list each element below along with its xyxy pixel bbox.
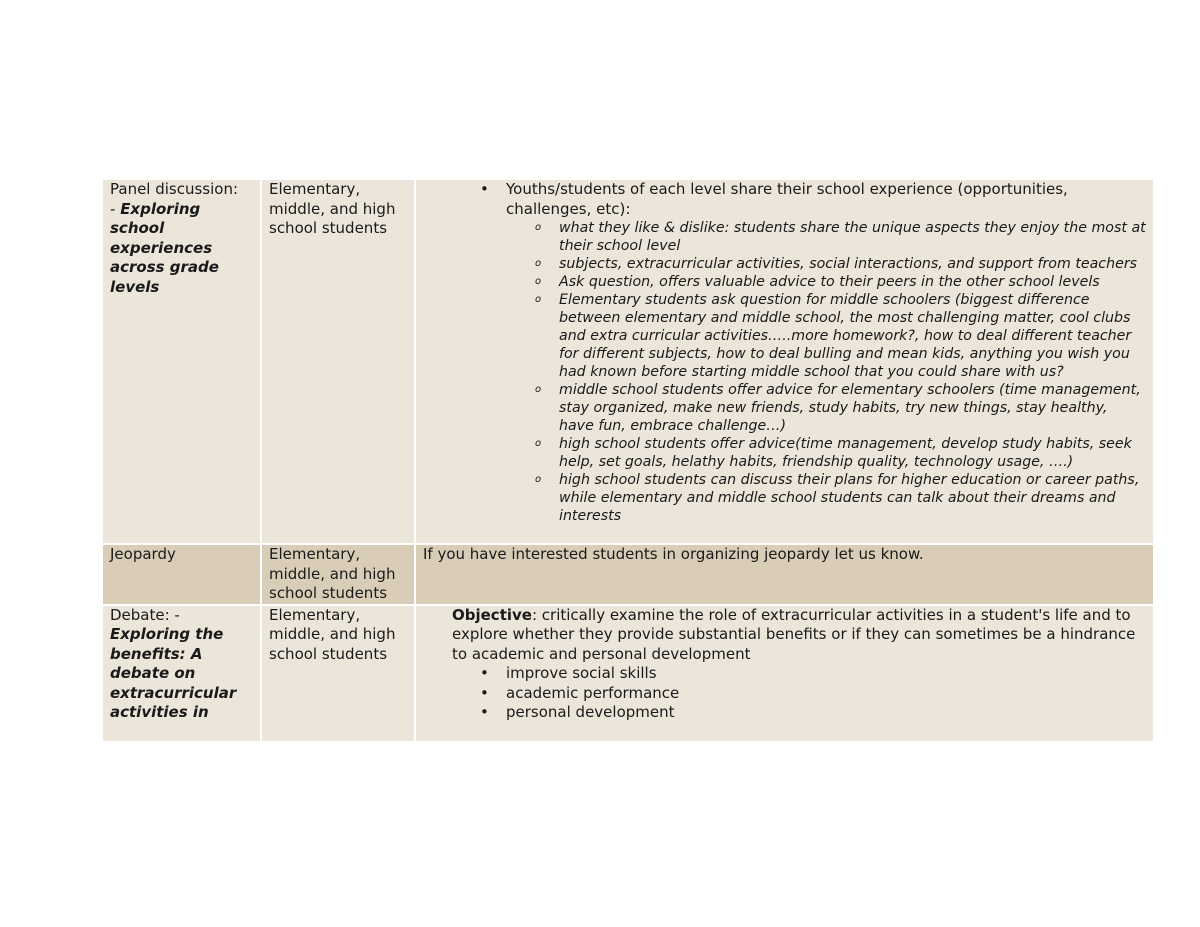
activity-title: Jeopardy [110, 545, 176, 563]
audience-text: Elementary, middle, and high school students [269, 545, 396, 602]
audience-cell [261, 605, 415, 742]
activity-prefix: Debate: - [110, 605, 180, 624]
objective-text: : critically examine the role of extracurricular activities in a student's life and to explore whether they provide substantial benefits or if they can sometimes be a hindrance to academic and personal development [452, 605, 1136, 663]
sub-list-item: o Ask question, offers valuable advice to their peers in the other school levels [559, 273, 1146, 291]
table-row-debate [102, 605, 1154, 742]
list-item: • improve social skills [506, 664, 1146, 684]
list-item: • personal development [506, 703, 1146, 723]
activity-cell [102, 179, 261, 544]
sub-list-item: o Elementary students ask question for middle schoolers (biggest difference between elementary and middle school, the most challenging matter, cool clubs and extra curricular activities…..more homework?, how to deal different teacher for different subjects, how to deal bulling and mean kids, anything you wish you had known before starting middle school that you could share with us? [559, 291, 1146, 381]
activities-table [101, 178, 1155, 743]
description-cell [415, 179, 1154, 544]
table-row-panel-discussion [102, 179, 1154, 544]
audience-text: Elementary, middle, and high school students [269, 605, 396, 663]
debate-bullet-list [423, 664, 1146, 723]
description-cell [415, 605, 1154, 742]
description-cell [415, 544, 1154, 605]
sub-list-item: o what they like & dislike: students share the unique aspects they enjoy the most at their school level [559, 219, 1146, 255]
audience-cell [261, 179, 415, 544]
objective-paragraph [423, 606, 1146, 665]
sub-list-item: o high school students can discuss their plans for higher education or career paths, while elementary and middle school students can talk about their dreams and interests [559, 471, 1146, 525]
panel-bullet-list [423, 180, 1146, 525]
activity-cell [102, 605, 261, 742]
audience-cell [261, 544, 415, 605]
jeopardy-description: If you have interested students in organizing jeopardy let us know. [423, 545, 924, 563]
activity-title: Exploring the benefits: A debate on extracurricular activities in [110, 625, 237, 721]
panel-bullet-text: Youths/students of each level share their school experience (opportunities, challenges, etc): [506, 180, 1068, 218]
list-item [506, 180, 1146, 525]
activity-cell [102, 544, 261, 605]
activity-dash: - [110, 199, 121, 218]
objective-label: Objective [452, 605, 532, 624]
sub-list-item: o middle school students offer advice for elementary schoolers (time management, stay organized, make new friends, study habits, try new things, stay healthy, have fun, embrace challenge…) [559, 381, 1146, 435]
activity-prefix: Panel discussion: [110, 180, 239, 198]
sub-list-item: o high school students offer advice(time management, develop study habits, seek help, set goals, helathy habits, friendship quality, technology usage, ….) [559, 435, 1146, 471]
table-row-jeopardy [102, 544, 1154, 605]
list-item: • academic performance [506, 684, 1146, 704]
sub-list-item: o subjects, extracurricular activities, social interactions, and support from teachers [559, 255, 1146, 273]
audience-text: Elementary, middle, and high school students [269, 180, 396, 237]
panel-sub-list [506, 219, 1146, 525]
activity-title: Exploring school experiences across grade levels [110, 199, 219, 296]
